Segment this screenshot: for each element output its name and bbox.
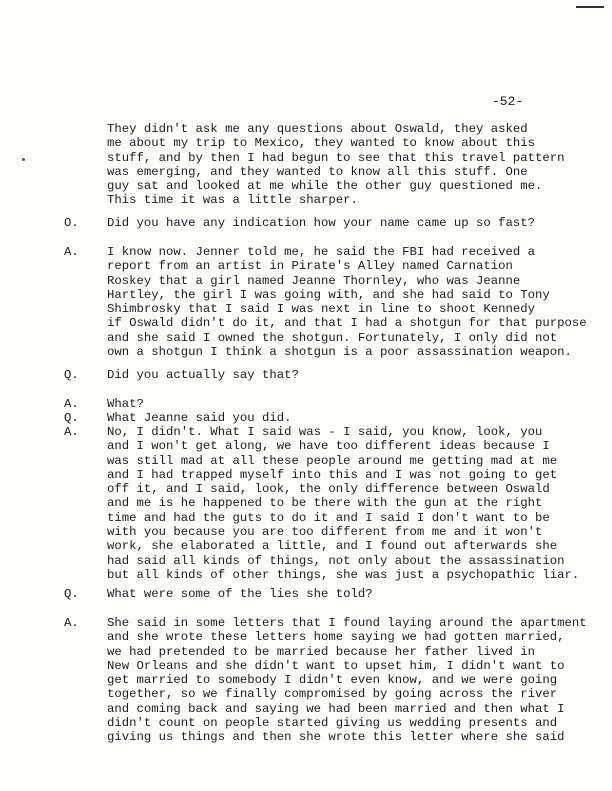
text-line: guy sat and looked at me while the other guy questioned me. bbox=[107, 179, 543, 194]
text-line: and she wrote these letters home saying we had gotten married, bbox=[107, 630, 565, 645]
text-line: I know now. Jenner told me, he said the FBI had received a bbox=[107, 245, 536, 259]
speaker-label: A. bbox=[64, 425, 79, 439]
statement-text bbox=[107, 216, 535, 230]
speaker-label: Q. bbox=[64, 368, 79, 382]
text-line: Shimbrosky that I said I was next in line to shoot Kennedy bbox=[107, 302, 536, 317]
text-line: if Oswald didn't do it, and that I had a shotgun for that purpose bbox=[107, 316, 587, 331]
page-number: -52- bbox=[492, 94, 524, 109]
text-line: together, so we finally compromised by going across the river bbox=[107, 687, 558, 702]
text-line: with you because you are too different from me and it won't bbox=[107, 525, 543, 540]
text-line: was emerging, and they wanted to know all this stuff. One bbox=[107, 164, 528, 179]
text-line: New Orleans and she didn't want to upset him, I didn't want to bbox=[107, 658, 565, 673]
text-line: me about my trip to Mexico, they wanted to know about this bbox=[107, 136, 536, 151]
text-line: off it, and I said, look, the only difference between Oswald bbox=[107, 482, 550, 497]
statement-text bbox=[107, 122, 565, 208]
statement-text bbox=[107, 587, 373, 601]
text-line: we had pretended to be married because her father lived in bbox=[107, 644, 536, 659]
speaker-label: A. bbox=[64, 245, 79, 259]
text-line: No, I didn't. What I said was - I said, you know, look, you bbox=[107, 425, 543, 439]
text-line: had said all kinds of things, not only about the assassination bbox=[107, 553, 565, 568]
text-line: and I won't get along, we have too different ideas because I bbox=[107, 439, 550, 454]
statement-text bbox=[107, 368, 299, 382]
speaker-label: O. bbox=[64, 216, 79, 230]
text-line: Did you actually say that? bbox=[107, 368, 299, 382]
text-line: and me is he happened to be there with the gun at the right bbox=[107, 496, 543, 511]
text-line: stuff, and by then I had begun to see that this travel pattern bbox=[107, 150, 565, 165]
text-line: was still mad at all these people around me getting mad at me bbox=[107, 453, 558, 468]
text-line: didn't count on people started giving us wedding presents and bbox=[107, 716, 558, 731]
statement-text bbox=[107, 616, 587, 745]
text-line: and I had trapped myself into this and I was not going to get bbox=[107, 467, 558, 482]
statement-text bbox=[107, 411, 291, 425]
text-line: and coming back and saying we had been married and then what I bbox=[107, 701, 565, 716]
text-line: get married to somebody I didn't even know, and we were going bbox=[107, 673, 558, 688]
statement-text bbox=[107, 397, 144, 411]
scan-edge-mark bbox=[576, 6, 604, 8]
text-line: She said in some letters that I found laying around the apartment bbox=[107, 616, 587, 630]
text-line: This time it was a little sharper. bbox=[107, 193, 358, 208]
text-line: Hartley, the girl I was going with, and she had said to Tony bbox=[107, 287, 550, 302]
speaker-label: A. bbox=[64, 397, 79, 411]
text-line: report from an artist in Pirate's Alley named Carnation bbox=[107, 259, 513, 274]
text-line: Did you have any indication how your name came up so fast? bbox=[107, 216, 536, 230]
text-line: Roskey that a girl named Jeanne Thornley, who was Jeanne bbox=[107, 273, 521, 288]
text-line: giving us things and then she wrote this letter where she said bbox=[107, 730, 565, 745]
speaker-label: Q. bbox=[64, 587, 79, 601]
text-line: and she said I owned the shotgun. Fortunately, I only did not bbox=[107, 330, 558, 345]
speaker-label: A. bbox=[64, 616, 79, 630]
statement-text bbox=[107, 425, 579, 582]
scan-speck bbox=[22, 158, 25, 161]
text-line: time and had the guts to do it and I said I don't want to be bbox=[107, 510, 550, 525]
text-line: but all kinds of other things, she was just a psychopathic liar. bbox=[107, 567, 580, 582]
speaker-label: Q. bbox=[64, 411, 79, 425]
text-line: work, she elaborated a little, and I found out afterwards she bbox=[107, 539, 558, 554]
text-line: What? bbox=[107, 397, 144, 411]
text-line: What were some of the lies she told? bbox=[107, 587, 373, 601]
text-line: own a shotgun I think a shotgun is a poor assassination weapon. bbox=[107, 345, 572, 360]
text-line: They didn't ask me any questions about Oswald, they asked bbox=[107, 122, 528, 136]
text-line: What Jeanne said you did. bbox=[107, 411, 292, 425]
statement-text bbox=[107, 245, 587, 359]
